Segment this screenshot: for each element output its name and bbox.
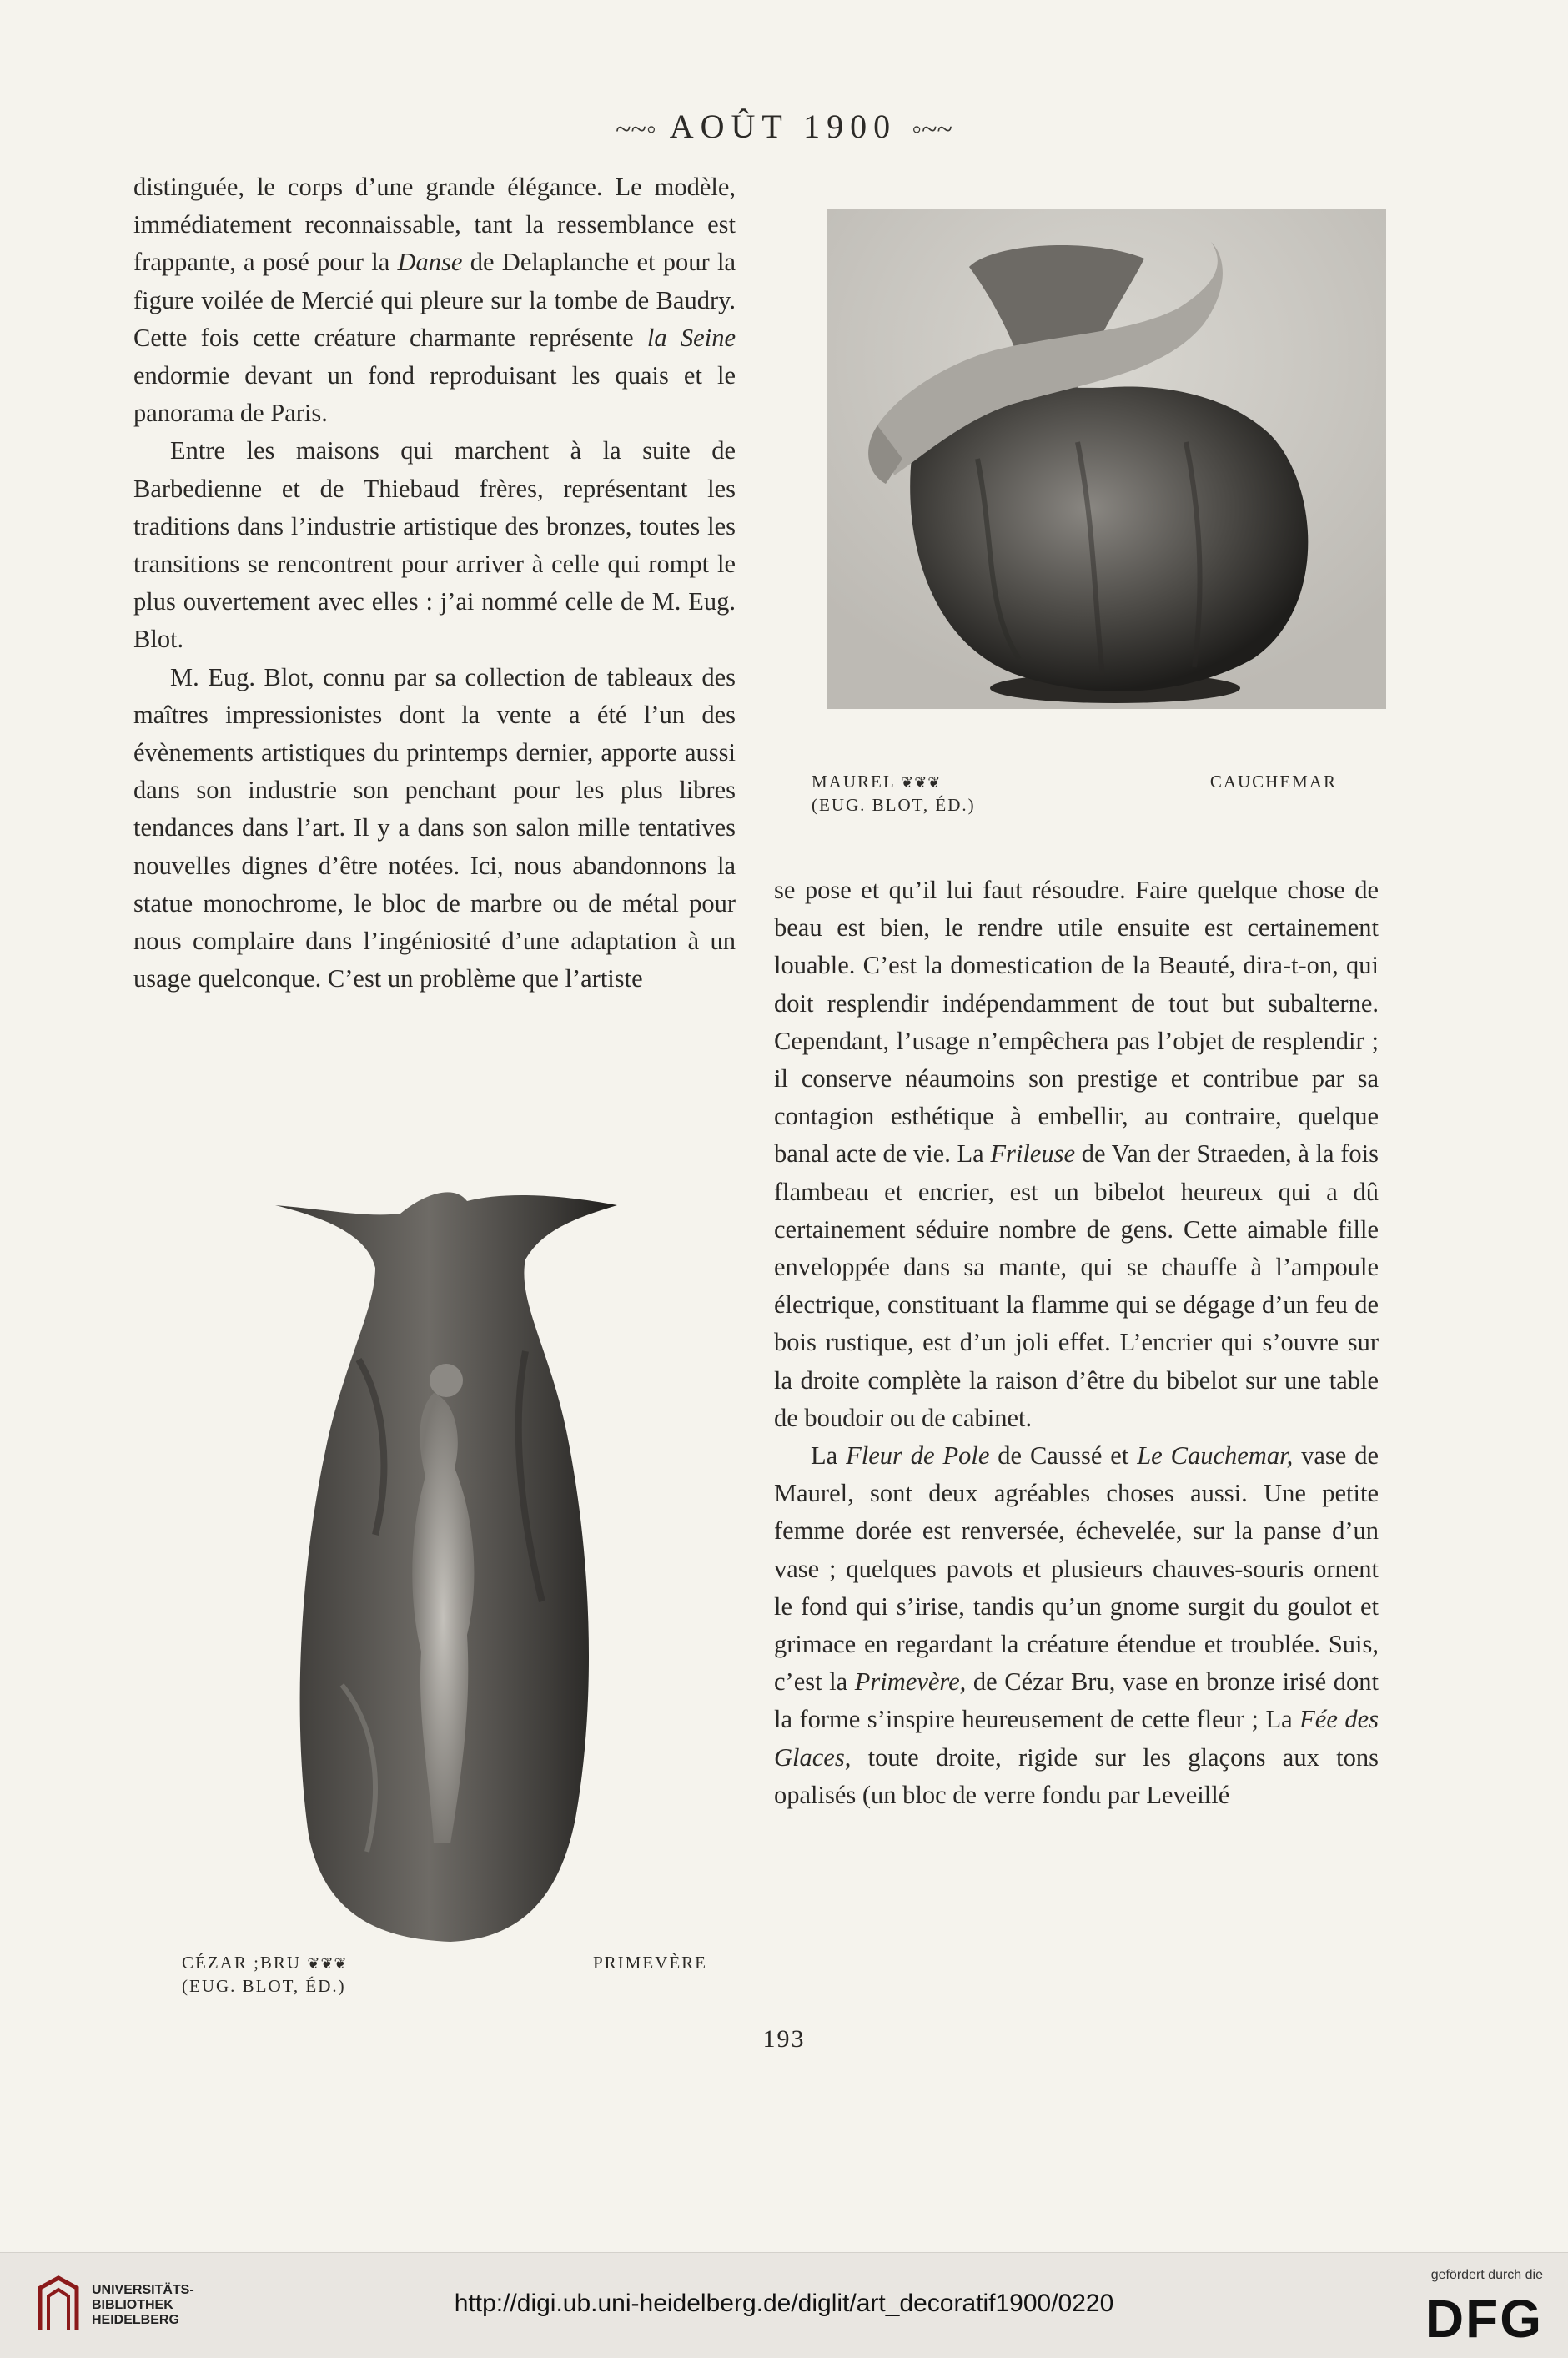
funding-note: gefördert durch die [1430, 2268, 1543, 2282]
header-title: AOÛT 1900 [669, 108, 897, 145]
caption-marks-icon: ❦❦❦ [901, 774, 942, 791]
footer-bar [0, 2252, 1568, 2358]
paragraph-text: endormie devant un fond reproduisant les quais et le panorama de Paris. [133, 361, 736, 428]
italic-title: Fleur de Pole [846, 1441, 990, 1471]
caption-title: CAUCHEMAR [1209, 772, 1337, 792]
running-header [0, 107, 1568, 146]
paragraph-text: La [811, 1441, 847, 1471]
page-number: 193 [762, 2025, 806, 2053]
source-url-link[interactable]: http://digi.ub.uni-heidelberg.de/diglit/art_decoratif1900/0220 [454, 2290, 1114, 2317]
italic-title: la Seine [646, 323, 736, 352]
library-name: UNIVERSITÄTS- BIBLIOTHEK HEIDELBERG [92, 2283, 194, 2327]
left-text-column [133, 168, 736, 998]
paragraph-text: distinguée, le corps d’une grande élégance. Le modèle, immédiatement reconnaissable, tant la ressemblance est frappante, a posé pour la [133, 173, 736, 277]
caption-publisher: (EUG. BLOT, ÉD.) [812, 795, 976, 815]
italic-title: Frileuse [990, 1139, 1076, 1169]
italic-title: Fée des Glaces [774, 1705, 1379, 1772]
ornament-right-icon: ◦~~ [912, 113, 952, 145]
photo-primevere-vase [275, 1184, 617, 1943]
paragraph [133, 432, 736, 658]
paragraph-text: M. Eug. Blot, connu par sa collection de tableaux des maîtres impressionistes dont la vente a été l’un des évènements artistiques du printemps dernier, apporte aussi dans son industrie son penchant pour les plus libres tendances dans l’art. Il y a dans son salon mille tentatives nouvelles dignes d’être notées. Ici, nous abandonnons la statue monochrome, le bloc de marbre ou de métal pour nous complaire dans l’ingéniosité d’une adaptation à un usage quelconque. C’est un problème que l’artiste [133, 662, 736, 993]
paragraph-text: de Van der Straeden, à la fois flambeau et encrier, est un bibelot heureux qui a dû certainement séduire nombre de gens. Cette aimable fille enveloppée dans sa mante, qui se chauffe à l’ampoule électrique, constituant la flamme qui se dégage d’un feu de bois rustique, est d’un joli effet. L’encrier qui s’ouvre sur la droite complète la raison d’être du bibelot sur une table de boudoir ou de cabinet. [774, 1139, 1379, 1432]
italic-title: Le Cauchemar, [1137, 1441, 1294, 1471]
paragraph-text: de Caussé et [989, 1441, 1138, 1471]
paragraph-text: de Cézar Bru, vase en bronze irisé dont la forme s’inspire heureusement de cette fleur ; La [774, 1667, 1379, 1734]
paragraph-text: vase de Maurel, sont deux agréables choses aussi. Une petite femme dorée est renversée, échevelée, sur la panse d’un vase ; quelques pavots et plusieurs chauves-souris ornent le fond qui s’irise, tandis qu’un gnome surgit du goulot et grimace en regardant la créature étendue et troublée. Suis, c’est la [774, 1441, 1380, 1697]
right-text-column [774, 872, 1379, 1814]
caption-artist: CÉZAR ;BRU [182, 1953, 302, 1973]
caption-publisher: (EUG. BLOT, ÉD.) [182, 1976, 346, 1996]
paragraph-text: se pose et qu’il lui faut résoudre. Faire quelque chose de beau est bien, le rendre utile ensuite est certainement louable. C’est la domestication de la Beauté, dira-t-on, qui doit resplendir indépendamment de tout but subalterne. Cependant, l’usage n’empêchera pas l’objet de resplendir ; il conserve néaumoins son prestige et contribue par sa contagion esthétique à embellir, au contraire, quelque banal acte de vie. La [774, 876, 1379, 1169]
caption-marks-icon: ❦❦❦ [307, 1955, 348, 1972]
caption-artist: MAUREL [812, 772, 895, 792]
photo-cauchemar-vase [827, 209, 1386, 709]
paragraph [774, 1437, 1379, 1814]
paragraph [133, 168, 736, 432]
dfg-logo: DFG [1425, 2289, 1543, 2349]
italic-title: Danse [397, 248, 463, 277]
paragraph [133, 659, 736, 998]
italic-title: Primevère, [854, 1667, 967, 1697]
paragraph-text: de Delaplanche et pour la figure voilée de Mercié qui pleure sur la tombe de Baudry. Cette fois cette créature charmante représente [133, 248, 736, 352]
paragraph-text: Entre les maisons qui marchent à la suite de Barbedienne et de Thiebaud frères, représentant les traditions dans l’industrie artistique des bronzes, toutes les transitions se rencontrent pour arriver à celle qui rompt le plus ouvertement avec elles : j’ai nommé celle de M. Eug. Blot. [133, 436, 736, 654]
paragraph [774, 872, 1379, 1437]
paragraph-text: , toute droite, rigide sur les glaçons aux tons opalisés (un bloc de verre fondu par Leveillé [774, 1742, 1379, 1809]
caption-title: PRIMEVÈRE [592, 1953, 707, 1973]
caption-cauchemar [812, 771, 1337, 817]
ornament-left-icon: ~~◦ [616, 113, 656, 145]
caption-primevere [182, 1952, 707, 1998]
